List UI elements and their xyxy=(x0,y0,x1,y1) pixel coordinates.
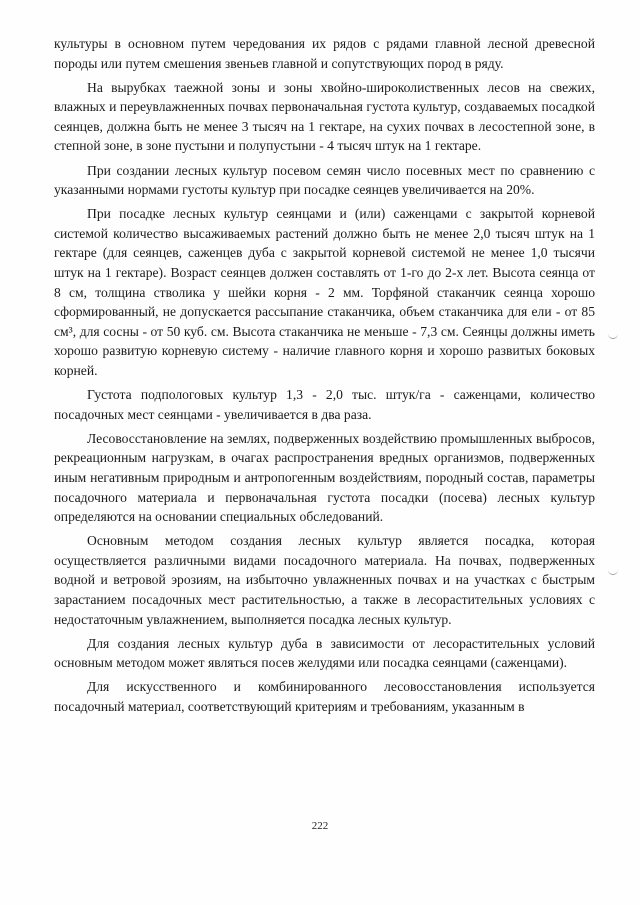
paragraph-9: Для искусственного и комбинированного лесовосстановления используется посадочный материал, соответствующий критериям и требованиям, указанным в xyxy=(54,679,595,714)
scan-artifact-mark xyxy=(608,330,618,339)
paragraph-3: При создании лесных культур посевом семян число посевных мест по сравнению с указанными нормами густоты культур при посадке сеянцев увеличивается на 20%. xyxy=(54,162,595,198)
scan-artifact-mark xyxy=(608,566,618,575)
paragraph-6: Лесовосстановление на землях, подверженных воздействию промышленных выбросов, рекреационным нагрузкам, в очагах распространения вредных организмов, подверженных иным негативным природным и антропогенным воздействиям, породный состав, параметры посадочного материала и первоначальная густота посадки (посева) лесных культур определяются на основании специальных обследований. xyxy=(54,430,595,525)
paragraph-4: При посадке лесных культур сеянцами и (или) саженцами с закрытой корневой системой количество высаживаемых растений должно быть не менее 2,0 тысяч штук на 1 гектаре (для сеянцев, саженцев дуба с закрытой корневой системой не менее 1,0 тысячи штук на 1 гектаре). Возраст сеянцев должен составлять от 1-го до 2-х лет. Высота сеянца от 8 см, толщина стволика у шейки корня - 2 мм. Торфяной стаканчик сеянца хорошо сформированный, не допускается рассыпание стаканчика, объем стаканчика для ели - от 85 см³, для сосны - от 50 куб. см. Высота стаканчика не меньше - 7,3 см. Сеянцы должны иметь хорошо развитую корневую систему - наличие главного корня и хорошо развитых боковых корней. xyxy=(54,206,595,378)
paragraph-2: На вырубках таежной зоны и зоны хвойно-широколиственных лесов на свежих, влажных и переувлажненных почвах первоначальная густота культур, создаваемых посадкой сеянцев, должна быть не менее 3 тысяч на 1 гектаре, на сухих почвах в лесостепной зоне, в степной зоне, в зоне пустыни и полупустыни - 4 тысяч штук на 1 гектаре. xyxy=(54,79,595,154)
page-number: 222 xyxy=(311,820,329,832)
paragraph-1: культуры в основном путем чередования их рядов с рядами главной лесной древесной породы или путем смешения звеньев главной и сопутствующих пород в ряду. xyxy=(54,36,595,71)
paragraph-5: Густота подпологовых культур 1,3 - 2,0 тыс. штук/га - саженцами, количество посадочных мест сеянцами - увеличивается в два раза. xyxy=(54,387,595,422)
paragraph-8: Для создания лесных культур дуба в зависимости от лесорастительных условий основным методом может являться посев желудями или посадка сеянцами (саженцами). xyxy=(54,635,595,671)
document-body xyxy=(54,34,595,717)
paragraph-7: Основным методом создания лесных культур является посадка, которая осуществляется различными видами посадочного материала. На почвах, подверженных водной и ветровой эрозиям, на избыточно увлажненных почвах и на участках с быстрым зарастанием посадочных мест растительностью, а также в лесорастительных условиях с недостаточным увлажнением, выполняется посадка лесных культур. xyxy=(54,533,595,627)
